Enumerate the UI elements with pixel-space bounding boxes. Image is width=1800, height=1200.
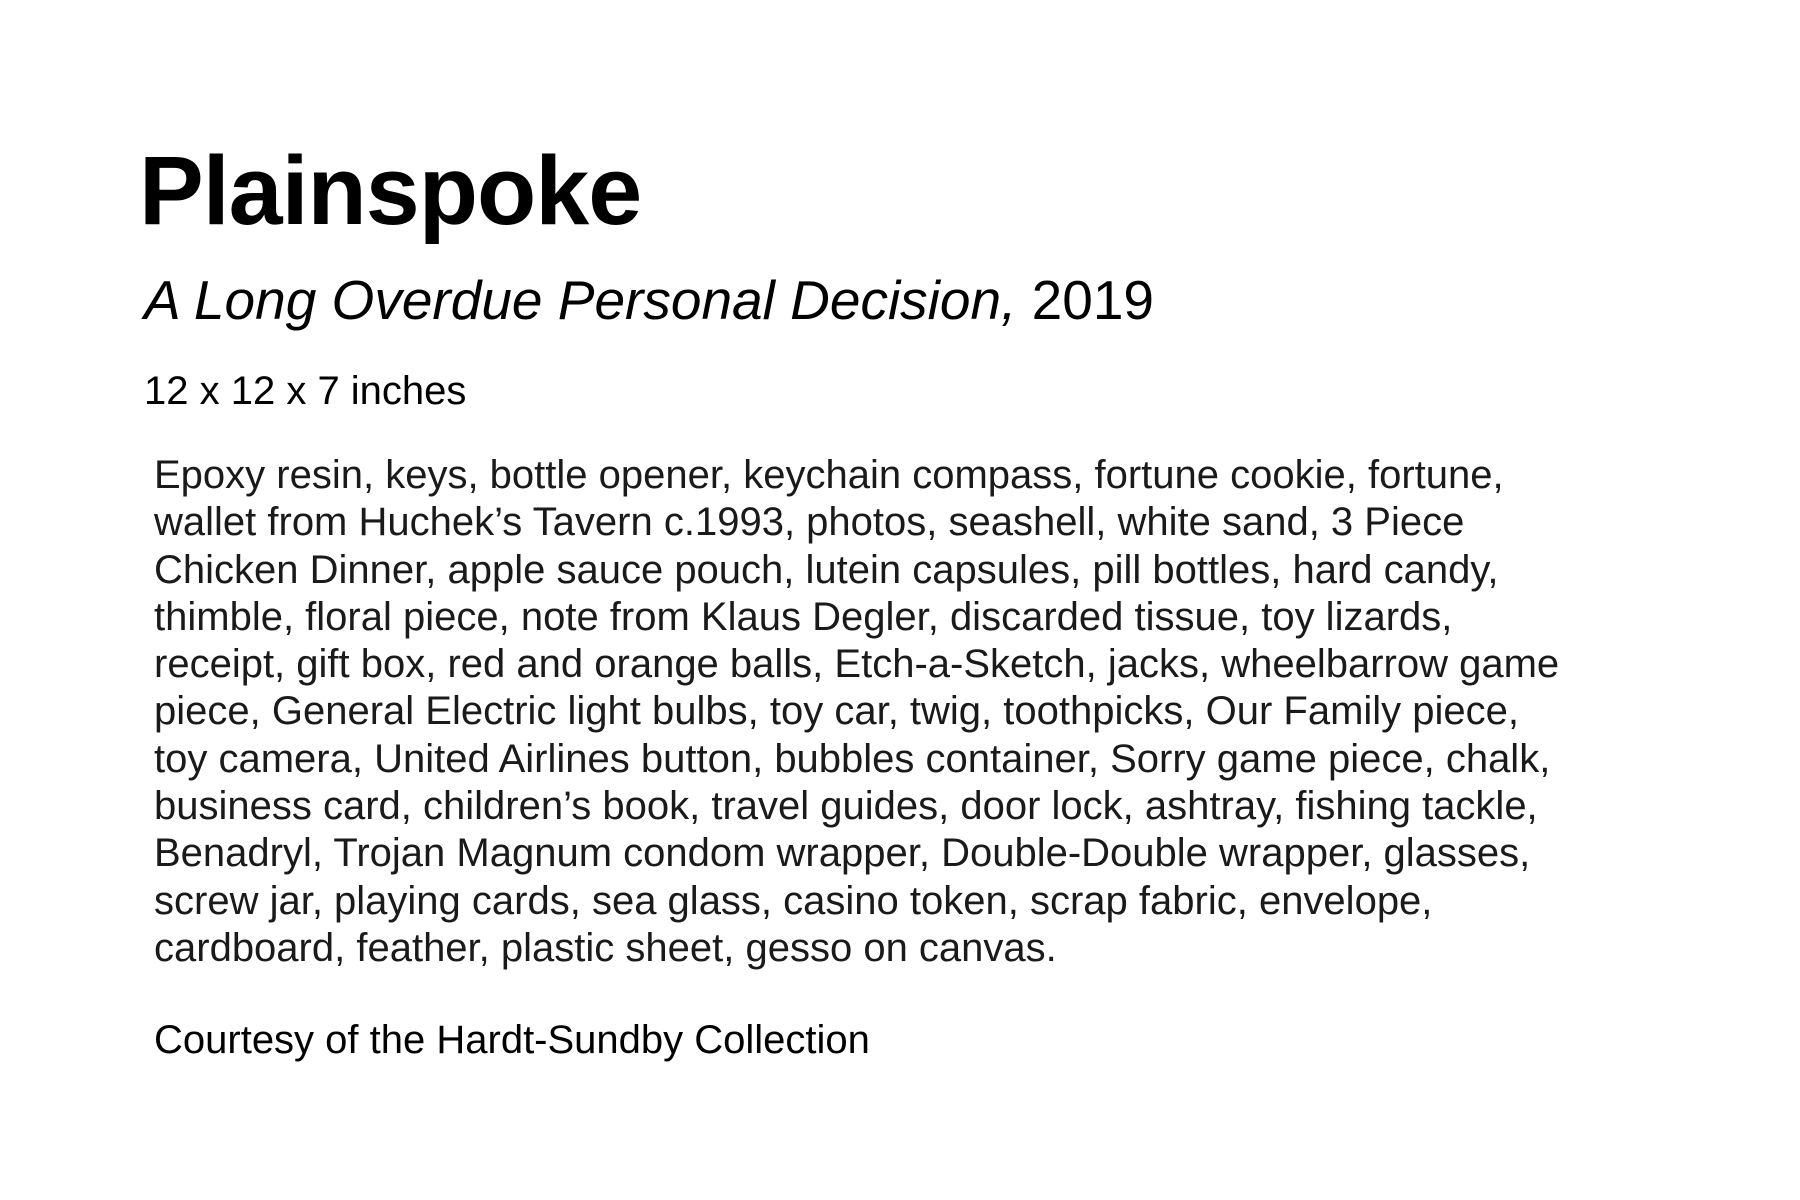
credit-line: Courtesy of the Hardt-Sundby Collection [154, 1018, 870, 1062]
medium-line: cardboard, feather, plastic sheet, gesso on canvas. [154, 925, 1057, 970]
artwork-title-line [144, 268, 1154, 332]
artwork-title: A Long Overdue Personal Decision, [144, 269, 1017, 331]
medium-line: piece, General Electric light bulbs, toy car, twig, toothpicks, Our Family piece, [154, 689, 1520, 734]
medium-line: Benadryl, Trojan Magnum condom wrapper, Double-Double wrapper, glasses, [154, 831, 1531, 876]
artwork-year: 2019 [1031, 269, 1154, 331]
medium-line: Chicken Dinner, apple sauce pouch, lutein capsules, pill bottles, hard candy, [154, 547, 1499, 592]
medium-line: business card, children’s book, travel guides, door lock, ashtray, fishing tackle, [154, 784, 1538, 829]
medium-line: screw jar, playing cards, sea glass, casino token, scrap fabric, envelope, [154, 878, 1433, 923]
medium-line: thimble, floral piece, note from Klaus Degler, discarded tissue, toy lizards, [154, 594, 1453, 639]
artwork-dimensions: 12 x 12 x 7 inches [144, 369, 467, 413]
medium-line: Epoxy resin, keys, bottle opener, keychain compass, fortune cookie, fortune, [154, 453, 1504, 497]
artwork-medium [154, 452, 1714, 972]
medium-line: wallet from Huchek’s Tavern c.1993, photos, seashell, white sand, 3 Piece [154, 500, 1465, 545]
artist-name: Plainspoke [139, 136, 642, 245]
medium-line: receipt, gift box, red and orange balls, Etch-a-Sketch, jacks, wheelbarrow game [154, 642, 1560, 687]
medium-line: toy camera, United Airlines button, bubbles container, Sorry game piece, chalk, [154, 736, 1551, 781]
